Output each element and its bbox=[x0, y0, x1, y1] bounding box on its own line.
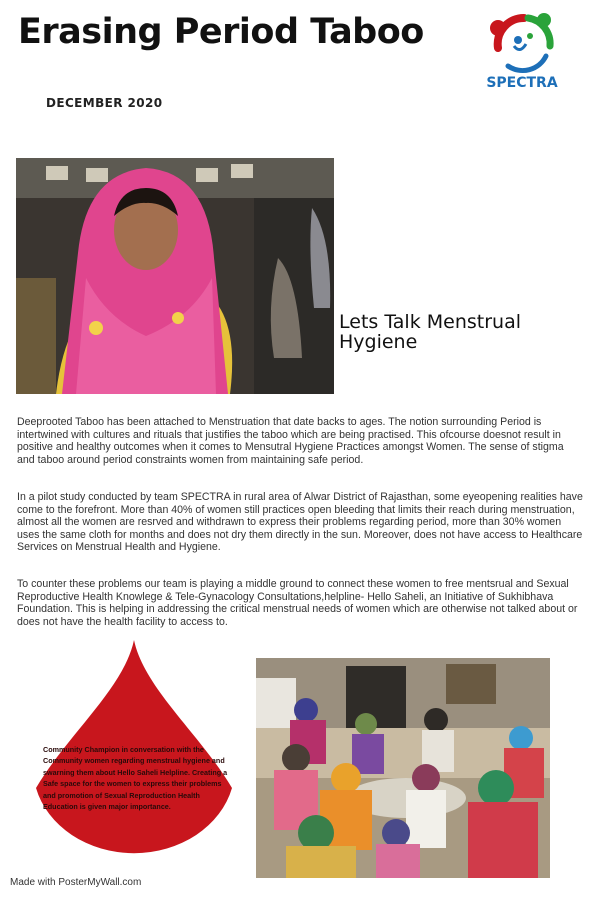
portrait-photo bbox=[16, 158, 334, 394]
article-paragraph-2: In a pilot study conducted by team SPECTRA in rural area of Alwar District of Rajasthan, some eyeopening realities have come to the forefront. More than 40% of women still practices open bleeding that limits their reach during menstruation, almost all the women are resrved and withdrawn to express their problems regarding period, more than 30% women uses the same cloth for months and does not dry them directly in the sun. Moreover, does not have access to Healthcare Services on Menstrual Health and Hygiene. bbox=[17, 491, 583, 554]
community-meeting-photo bbox=[256, 658, 550, 878]
logo-emblem-icon bbox=[478, 6, 568, 76]
issue-date: DECEMBER 2020 bbox=[46, 96, 163, 110]
logo-text: SPECTRA bbox=[486, 75, 558, 91]
drop-caption: Community Champion in conversation with the Community women regarding menstrual hygiene and swarning them about Hello Saheli Helpline. Creating a Safe space for the women to express their problems and promotion of Sexual Reproduction Health Education is given major importance. bbox=[43, 745, 228, 812]
article-paragraph-1: Deeprooted Taboo has been attached to Menstruation that date backs to ages. The notion surrounding Period is intertwined with cultures and rituals that justifies the taboo which are being practised. This ofcourse doesnot result in positive and healthy outcomes when it comes to Mensutral Hygiene Practices amongst Women. The sense of stigma and taboo around period constraints women from maintaining safe period. bbox=[17, 416, 564, 466]
page-title: Erasing Period Taboo bbox=[18, 12, 424, 52]
article-paragraph-3: To counter these problems our team is playing a middle ground to connect these women to free mentsrual and Sexual Reproductive Health Knowlege & Tele-Gynacology Consultations,helpline- Hello Saheli, an Initiative of Sukhibhava Foundation. This is helping in addressing the critical menstrual needs of women which are otherwise not talked about or does not have the health facility to access to. bbox=[17, 578, 578, 628]
footer-credit: Made with PosterMyWall.com bbox=[10, 877, 142, 888]
spectra-logo bbox=[478, 6, 568, 94]
feature-subtitle: Lets Talk Menstrual Hygiene bbox=[339, 311, 522, 353]
